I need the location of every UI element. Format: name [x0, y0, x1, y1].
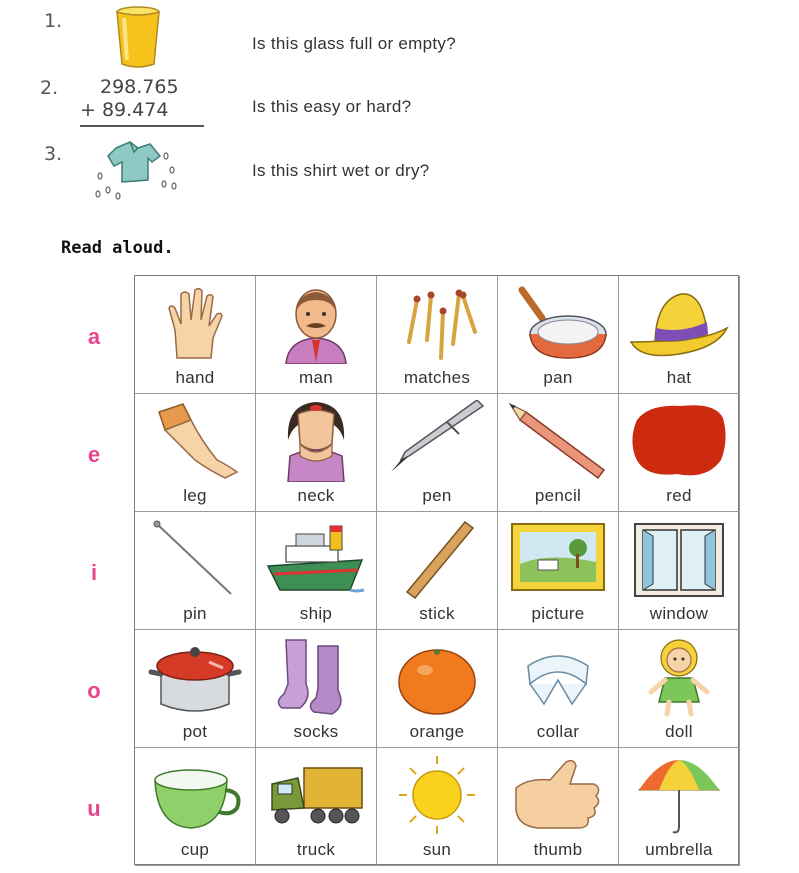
hand-icon: [145, 282, 245, 364]
word-label: sun: [422, 840, 452, 859]
word-label: window: [649, 604, 709, 623]
word-card-umbrella: [619, 748, 740, 866]
word-card-truck: [256, 748, 377, 866]
word-label: pen: [422, 486, 452, 505]
word-label: stick: [419, 604, 455, 623]
question-2-number: 2.: [40, 77, 59, 99]
word-card-pan: [498, 276, 619, 394]
row-letter-a: a: [87, 324, 101, 349]
leg-icon: [145, 400, 245, 482]
vocabulary-grid: [134, 275, 739, 865]
pot-icon: [145, 636, 245, 718]
row-letter-i: i: [90, 560, 98, 585]
pin-icon: [145, 518, 245, 600]
word-card-pencil: [498, 394, 619, 512]
word-card-man: [256, 276, 377, 394]
word-card-pin: [135, 512, 256, 630]
glass-of-juice-icon: [112, 4, 164, 70]
word-card-picture: [498, 512, 619, 630]
word-label: thumb: [533, 840, 583, 859]
word-label: hand: [175, 368, 215, 387]
word-label: neck: [297, 486, 335, 505]
word-label: orange: [409, 722, 465, 741]
man-icon: [266, 282, 366, 364]
hat-icon: [629, 282, 729, 364]
truck-icon: [266, 754, 366, 836]
umbrella-icon: [629, 754, 729, 836]
word-label: umbrella: [645, 840, 713, 859]
red-paint-swatch-icon: [629, 400, 729, 482]
word-label: man: [299, 368, 333, 387]
word-label: pin: [183, 604, 207, 623]
word-label: socks: [293, 722, 339, 741]
word-label: doll: [665, 722, 693, 741]
sum-line-1: 298.765: [100, 76, 179, 98]
word-card-matches: [377, 276, 498, 394]
word-label: hat: [666, 368, 692, 387]
word-card-window: [619, 512, 740, 630]
word-card-hat: [619, 276, 740, 394]
sun-icon: [387, 754, 487, 836]
question-3-text: Is this shirt wet or dry?: [252, 161, 430, 180]
question-3-number: 3.: [44, 143, 63, 165]
word-card-socks: [256, 630, 377, 748]
word-card-pen: [377, 394, 498, 512]
word-label: pan: [543, 368, 573, 387]
word-card-neck: [256, 394, 377, 512]
word-label: picture: [531, 604, 585, 623]
row-letter-o: o: [87, 678, 101, 703]
word-label: pot: [182, 722, 208, 741]
word-card-cup: [135, 748, 256, 866]
matches-icon: [387, 282, 487, 364]
word-card-thumb: [498, 748, 619, 866]
word-label: collar: [536, 722, 580, 741]
socks-icon: [266, 636, 366, 718]
question-2-text: Is this easy or hard?: [252, 97, 412, 116]
word-label: cup: [180, 840, 210, 859]
word-label: leg: [183, 486, 207, 505]
word-label: pencil: [534, 486, 582, 505]
sum-rule: [80, 125, 204, 127]
orange-icon: [387, 636, 487, 718]
word-card-pot: [135, 630, 256, 748]
word-label: truck: [296, 840, 336, 859]
read-aloud-heading: Read aloud.: [61, 238, 174, 258]
question-1-text: Is this glass full or empty?: [252, 34, 456, 53]
word-label: ship: [299, 604, 333, 623]
word-card-orange: [377, 630, 498, 748]
picture-icon: [508, 518, 608, 600]
question-1-number: 1.: [44, 10, 63, 32]
word-card-ship: [256, 512, 377, 630]
pencil-icon: [508, 400, 608, 482]
doll-icon: [629, 636, 729, 718]
word-card-stick: [377, 512, 498, 630]
word-card-collar: [498, 630, 619, 748]
word-card-red: [619, 394, 740, 512]
pen-icon: [387, 400, 487, 482]
pan-icon: [508, 282, 608, 364]
thumb-icon: [508, 754, 608, 836]
neck-icon: [266, 400, 366, 482]
word-label: red: [666, 486, 692, 505]
word-card-hand: [135, 276, 256, 394]
row-letter-e: e: [87, 442, 101, 467]
collar-icon: [508, 636, 608, 718]
word-label: matches: [403, 368, 471, 387]
word-card-doll: [619, 630, 740, 748]
addition-sum: [80, 76, 204, 127]
sum-line-2: + 89.474: [80, 99, 169, 121]
row-letter-u: u: [87, 796, 101, 821]
wet-shirt-icon: [86, 136, 182, 204]
word-card-sun: [377, 748, 498, 866]
window-icon: [629, 518, 729, 600]
ship-icon: [266, 518, 366, 600]
cup-icon: [145, 754, 245, 836]
stick-icon: [387, 518, 487, 600]
word-card-leg: [135, 394, 256, 512]
